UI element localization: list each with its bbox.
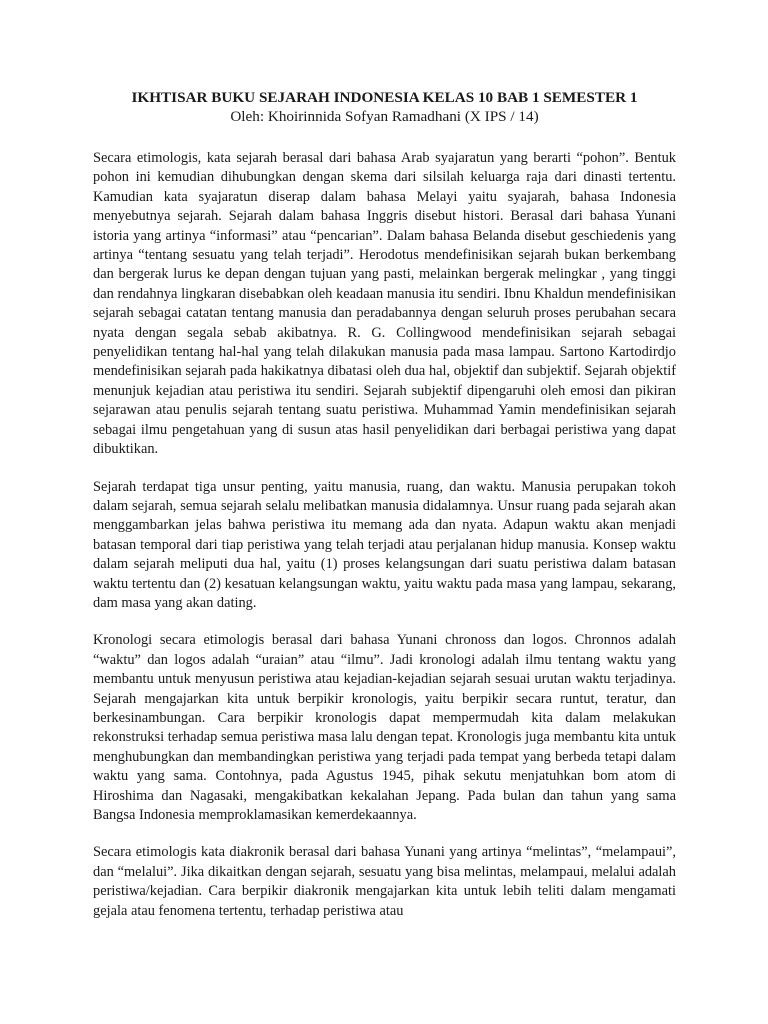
paragraph-kronologi: Kronologi secara etimologis berasal dari bahasa Yunani chronoss dan logos. Chronnos adalah “waktu” dan logos adalah “uraian” atau “ilmu”. Jadi kronologi adalah ilmu tentang waktu yang membantu untuk menyusun peristiwa atau kejadian-kejadian sejarah sesuai urutan waktu terjadinya. Sejarah mengajarkan kita untuk berpikir kronologis, yaitu berpikir secara runtut, teratur, dan berkesinambungan. Cara berpikir kronologis dapat mempermudah kita dalam melakukan rekonstruksi terhadap semua peristiwa masa lalu dengan tepat. Kronologis juga membantu kita untuk menghubungkan dan membandingkan peristiwa yang terjadi pada tempat yang berbeda tetapi dalam waktu yang sama. Contohnya, pada Agustus 1945, pihak sekutu menjatuhkan bom atom di Hiroshima dan Nagasaki, mengakibatkan kekalahan Jepang. Pada bulan dan tahun yang sama Bangsa Indonesia memproklamasikan kemerdekaannya. — [93, 632, 676, 823]
paragraph-diakronik: Secara etimologis kata diakronik berasal dari bahasa Yunani yang artinya “melintas”, “melampaui”, dan “melalui”. Jika dikaitkan dengan sejarah, sesuatu yang bisa melintas, melampaui, melalui adalah peristiwa/kejadian. Cara berpikir diakronik mengajarkan kita untuk lebih teliti dalam mengamati gejala atau fenomena tertentu, terhadap peristiwa atau — [93, 844, 676, 919]
document-title: IKHTISAR BUKU SEJARAH INDONESIA KELAS 10 BAB 1 SEMESTER 1 — [131, 89, 638, 106]
document-author: Oleh: Khoirinnida Sofyan Ramadhani (X IPS / 14) — [230, 108, 539, 125]
paragraph-sejarah-definition: Secara etimologis, kata sejarah berasal dari bahasa Arab syajaratun yang berarti “pohon”. Bentuk pohon ini kemudian dihubungkan dengan skema dari silsilah keluarga raja dari dinasti tertentu. Kamudian kata syajaratun diserap dalam bahasa Melayi yaitu syajarah, bahasa Indonesia menyebutnya sejarah. Sejarah dalam bahasa Inggris disebut histori. Berasal dari bahasa Yunani istoria yang artinya “informasi” atau “pencarian”. Dalam bahasa Belanda disebut geschiedenis yang artinya “tentang sesuatu yang telah terjadi”. Herodotus mendefinisikan sejarah bukan berkembang dan bergerak lurus ke depan dengan tujuan yang pasti, melainkan bergerak melingkar , yang tinggi dan rendahnya lingkaran disebabkan oleh keadaan manusia itu sendiri. Ibnu Khaldun mendefinisikan sejarah sebagai catatan tentang manusia dan peradabannya dengan seluruh proses perubahan secara nyata dengan segala sebab akibatnya. R. G. Collingwood mendefinisikan sejarah sebagai penyelidikan tentang hal-hal yang telah dilakukan manusia pada masa lampau. Sartono Kartodirdjo mendefinisikan sejarah pada hakikatnya dibatasi oleh dua hal, objektif dan subjektif. Sejarah objektif menunjuk kejadian atau peristiwa itu sendiri. Sejarah subjektif dipengaruhi oleh emosi dan pikiran sejarawan atau penulis sejarah tentang suatu peristiwa. Muhammad Yamin mendefinisikan sejarah sebagai ilmu pengetahuan yang di susun atas hasil penyelidikan dari berbagai peristiwa yang dapat dibuktikan. — [93, 150, 676, 458]
paragraph-unsur-sejarah: Sejarah terdapat tiga unsur penting, yaitu manusia, ruang, dan waktu. Manusia perupakan tokoh dalam sejarah, semua sejarah selalu melibatkan manusia didalamnya. Unsur ruang pada sejarah akan menggambarkan jelas bahwa peristiwa itu memang ada dan nyata. Adapun waktu akan menjadi batasan temporal dari tiap peristiwa yang telah terjadi atau perjalanan hidup manusia. Konsep waktu dalam sejarah meliputi dua hal, yaitu (1) proses kelangsungan dari suatu peristiwa dalam batasan waktu tertentu dan (2) kesatuan kelangsungan waktu, yaitu waktu pada masa yang lampau, sekarang, dam masa yang akan dating. — [93, 478, 676, 611]
